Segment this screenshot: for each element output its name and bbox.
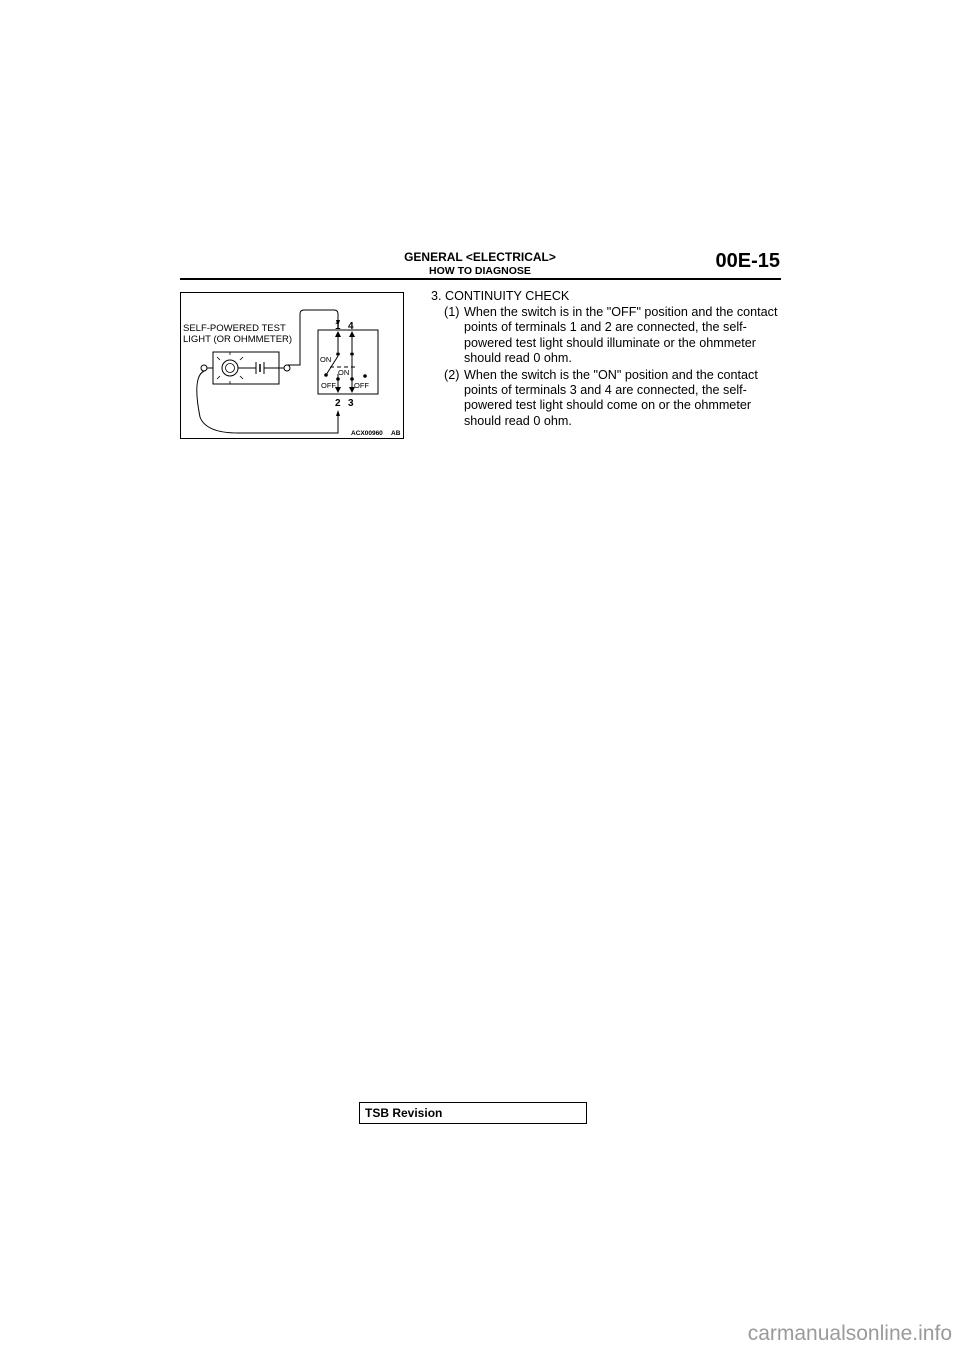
on-left-label: ON: [320, 355, 332, 364]
step-2-text: When the switch is the "ON" position and the contact points of terminals 3 and 4 are connected, the self-powered test light should come on or the ohmmeter should read 0 ohm.: [464, 368, 758, 428]
off-right-label: OFF: [354, 381, 369, 390]
tester-lead-left-icon: [201, 365, 207, 371]
header-rule: [180, 278, 781, 280]
figure-code: ACX00960: [351, 430, 383, 437]
off-left-label: OFF: [321, 381, 336, 390]
tsb-revision-box: [359, 1102, 587, 1124]
on-center-label: ON: [338, 368, 350, 377]
step-2-number: (2): [444, 368, 460, 383]
terminal-3-label: 3: [348, 398, 354, 409]
step-1: [431, 305, 783, 366]
step-1-text: When the switch is in the "OFF" position and the contact points of terminals 1 and 2 are connected, the self-powered test light should illuminate or the ohmmeter should read 0 ohm.: [464, 305, 778, 365]
tester-lead-right-icon: [284, 365, 290, 371]
continuity-figure: [180, 292, 404, 439]
terminal-2-label: 2: [335, 398, 341, 409]
header-title: GENERAL <ELECTRICAL>: [404, 250, 556, 264]
step-1-number: (1): [444, 305, 460, 320]
section-heading: 3. CONTINUITY CHECK: [431, 289, 570, 303]
watermark: carmanualsonline.info: [747, 1322, 952, 1345]
terminal-1-label: 1: [335, 321, 341, 332]
terminal-4-label: 4: [348, 321, 354, 332]
step-2: [431, 368, 783, 429]
figure-label-line1: SELF-POWERED TEST: [183, 323, 286, 334]
figure-code-suffix: AB: [391, 430, 401, 437]
header-subtitle: HOW TO DIAGNOSE: [429, 265, 531, 277]
content-section: [431, 289, 783, 431]
figure-label-line2: LIGHT (OR OHMMETER): [183, 334, 293, 345]
test-light-tester: [201, 352, 290, 384]
page-number: 00E-15: [715, 250, 780, 272]
tsb-revision-label: TSB Revision: [365, 1106, 443, 1120]
